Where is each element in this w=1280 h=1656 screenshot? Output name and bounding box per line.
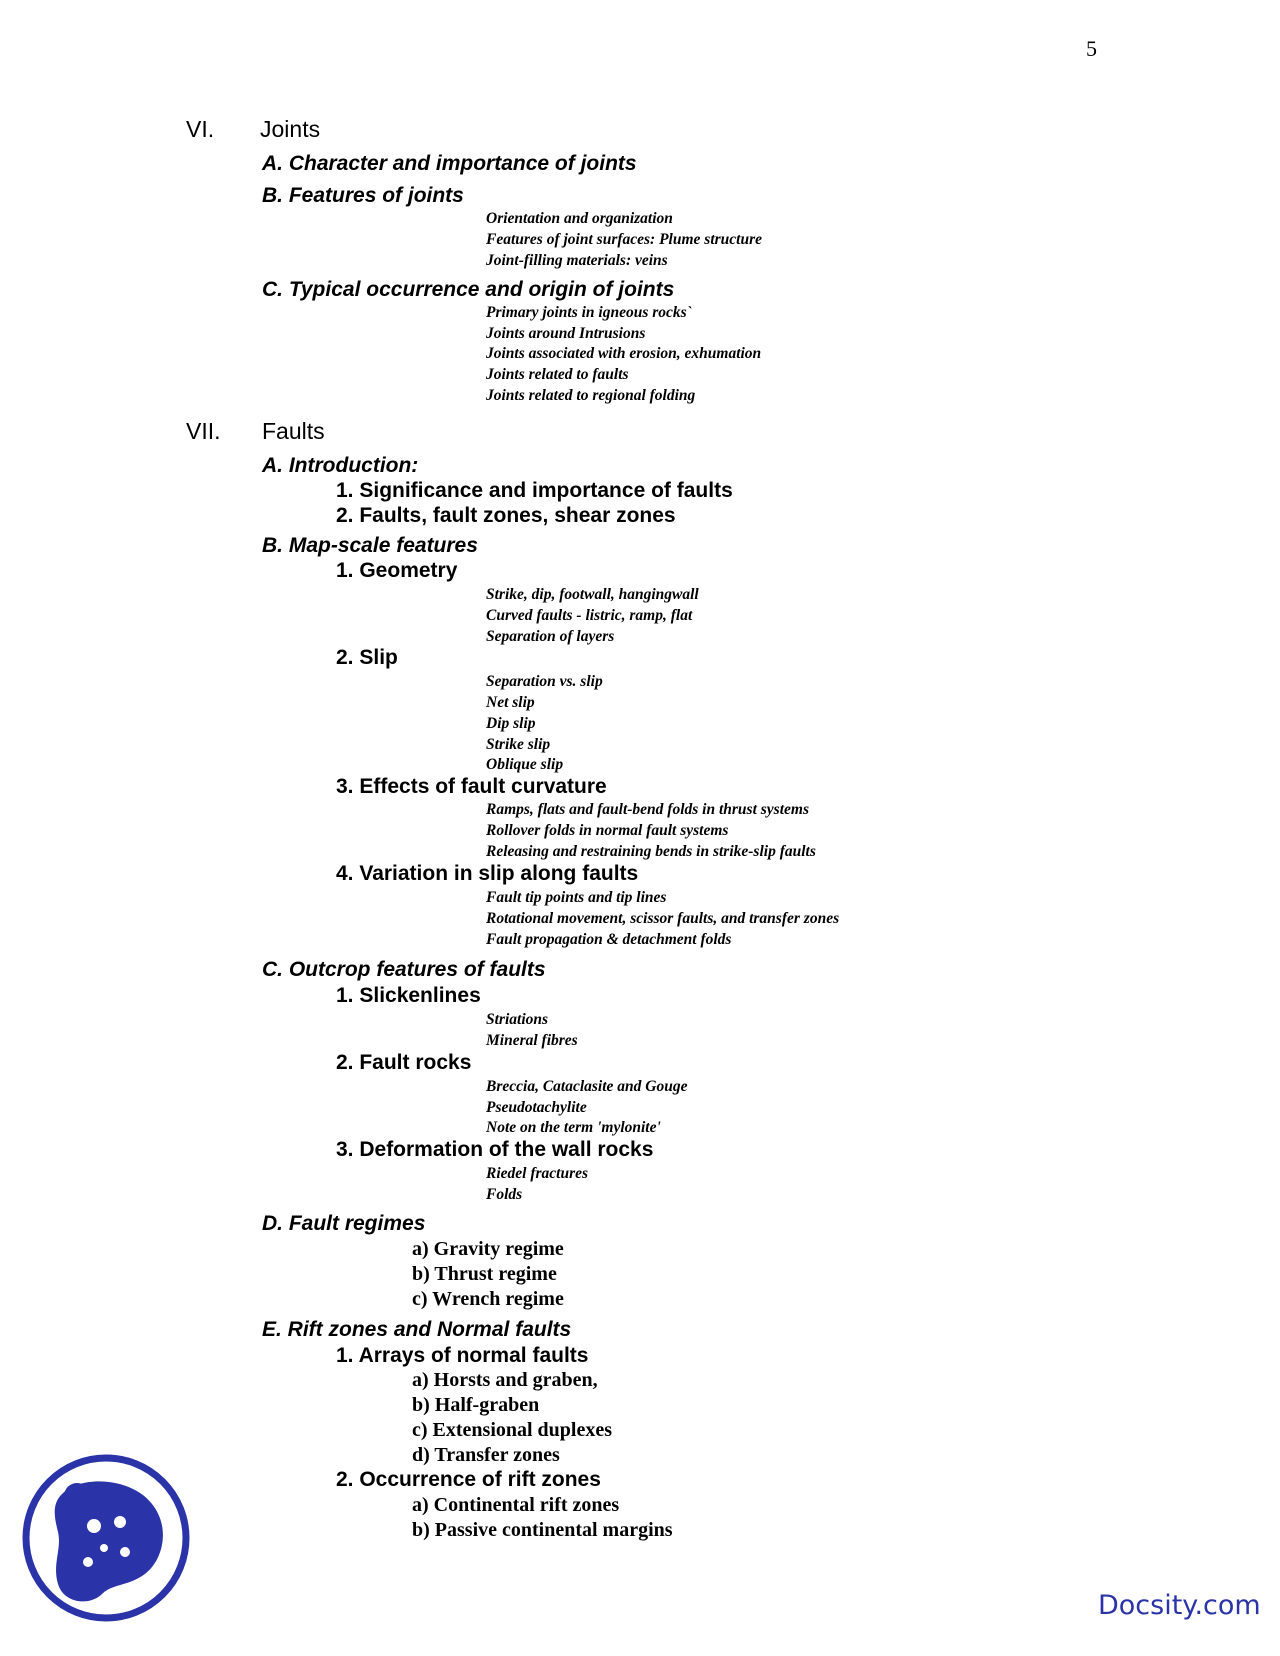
numbered-item: 2. Fault rocks <box>336 1051 472 1074</box>
subsection-heading: A. Introduction: <box>262 454 419 477</box>
docsity-logo-icon[interactable] <box>22 1454 190 1622</box>
detail-item: Riedel fractures <box>486 1165 589 1182</box>
subsection-heading: B. Map-scale features <box>262 534 478 557</box>
numbered-item: 4. Variation in slip along faults <box>336 862 639 885</box>
numbered-item: 2. Occurrence of rift zones <box>336 1468 601 1491</box>
lettered-item: b) Thrust regime <box>412 1263 557 1285</box>
detail-item: Ramps, flats and fault-bend folds in thrust systems <box>486 801 809 818</box>
subsection-heading: B. Features of joints <box>262 184 464 207</box>
subsection-heading: C. Typical occurrence and origin of joints <box>262 278 675 301</box>
detail-item: Joint-filling materials: veins <box>486 252 668 269</box>
numbered-item: 2. Slip <box>336 646 398 669</box>
detail-item: Orientation and organization <box>486 210 673 227</box>
numbered-item: 3. Effects of fault curvature <box>336 775 607 798</box>
lettered-item: b) Passive continental margins <box>412 1519 673 1541</box>
detail-item: Oblique slip <box>486 756 564 773</box>
lettered-item: a) Continental rift zones <box>412 1494 620 1516</box>
detail-item: Joints around Intrusions <box>486 325 646 342</box>
subsection-heading: E. Rift zones and Normal faults <box>262 1318 572 1341</box>
numbered-item: 1. Slickenlines <box>336 984 481 1007</box>
numbered-item: 3. Deformation of the wall rocks <box>336 1138 654 1161</box>
detail-item: Mineral fibres <box>486 1032 578 1049</box>
detail-item: Joints associated with erosion, exhumation <box>486 345 762 362</box>
section-title: Faults <box>262 418 325 444</box>
numbered-item: 1. Arrays of normal faults <box>336 1344 589 1367</box>
section-number: VII. <box>186 418 221 444</box>
detail-item: Striations <box>486 1011 549 1028</box>
detail-item: Primary joints in igneous rocks` <box>486 304 692 321</box>
detail-item: Rollover folds in normal fault systems <box>486 822 729 839</box>
detail-item: Separation vs. slip <box>486 673 603 690</box>
page-number: 5 <box>1086 36 1097 61</box>
detail-item: Note on the term 'mylonite' <box>486 1119 661 1136</box>
subsection-heading: D. Fault regimes <box>262 1212 426 1235</box>
lettered-item: b) Half-graben <box>412 1394 540 1416</box>
subsection-heading: C. Outcrop features of faults <box>262 958 546 981</box>
detail-item: Separation of layers <box>486 628 615 645</box>
detail-item: Joints related to faults <box>486 366 629 383</box>
lettered-item: a) Gravity regime <box>412 1238 564 1260</box>
detail-item: Fault tip points and tip lines <box>486 889 667 906</box>
detail-item: Strike, dip, footwall, hangingwall <box>486 586 699 603</box>
detail-item: Breccia, Cataclasite and Gouge <box>486 1078 688 1095</box>
lettered-item: a) Horsts and graben, <box>412 1369 598 1391</box>
detail-item: Folds <box>486 1186 523 1203</box>
detail-item: Rotational movement, scissor faults, and transfer zones <box>486 910 840 927</box>
detail-item: Features of joint surfaces: Plume structure <box>486 231 763 248</box>
detail-item: Fault propagation & detachment folds <box>486 931 732 948</box>
subsection-heading: A. Character and importance of joints <box>262 152 637 175</box>
section-title: Joints <box>260 116 321 142</box>
detail-item: Dip slip <box>486 715 536 732</box>
numbered-item: 1. Geometry <box>336 559 458 582</box>
detail-item: Releasing and restraining bends in strike-slip faults <box>486 843 816 860</box>
detail-item: Net slip <box>486 694 535 711</box>
numbered-item: 1. Significance and importance of faults <box>336 479 733 502</box>
detail-item: Strike slip <box>486 736 551 753</box>
docsity-watermark[interactable]: Docsity.com <box>1098 1590 1261 1621</box>
detail-item: Curved faults - listric, ramp, flat <box>486 607 693 624</box>
lettered-item: c) Wrench regime <box>412 1288 564 1310</box>
section-number: VI. <box>186 116 215 142</box>
lettered-item: d) Transfer zones <box>412 1444 560 1466</box>
detail-item: Pseudotachylite <box>486 1099 587 1116</box>
numbered-item: 2. Faults, fault zones, shear zones <box>336 504 676 527</box>
lettered-item: c) Extensional duplexes <box>412 1419 613 1441</box>
detail-item: Joints related to regional folding <box>486 387 696 404</box>
